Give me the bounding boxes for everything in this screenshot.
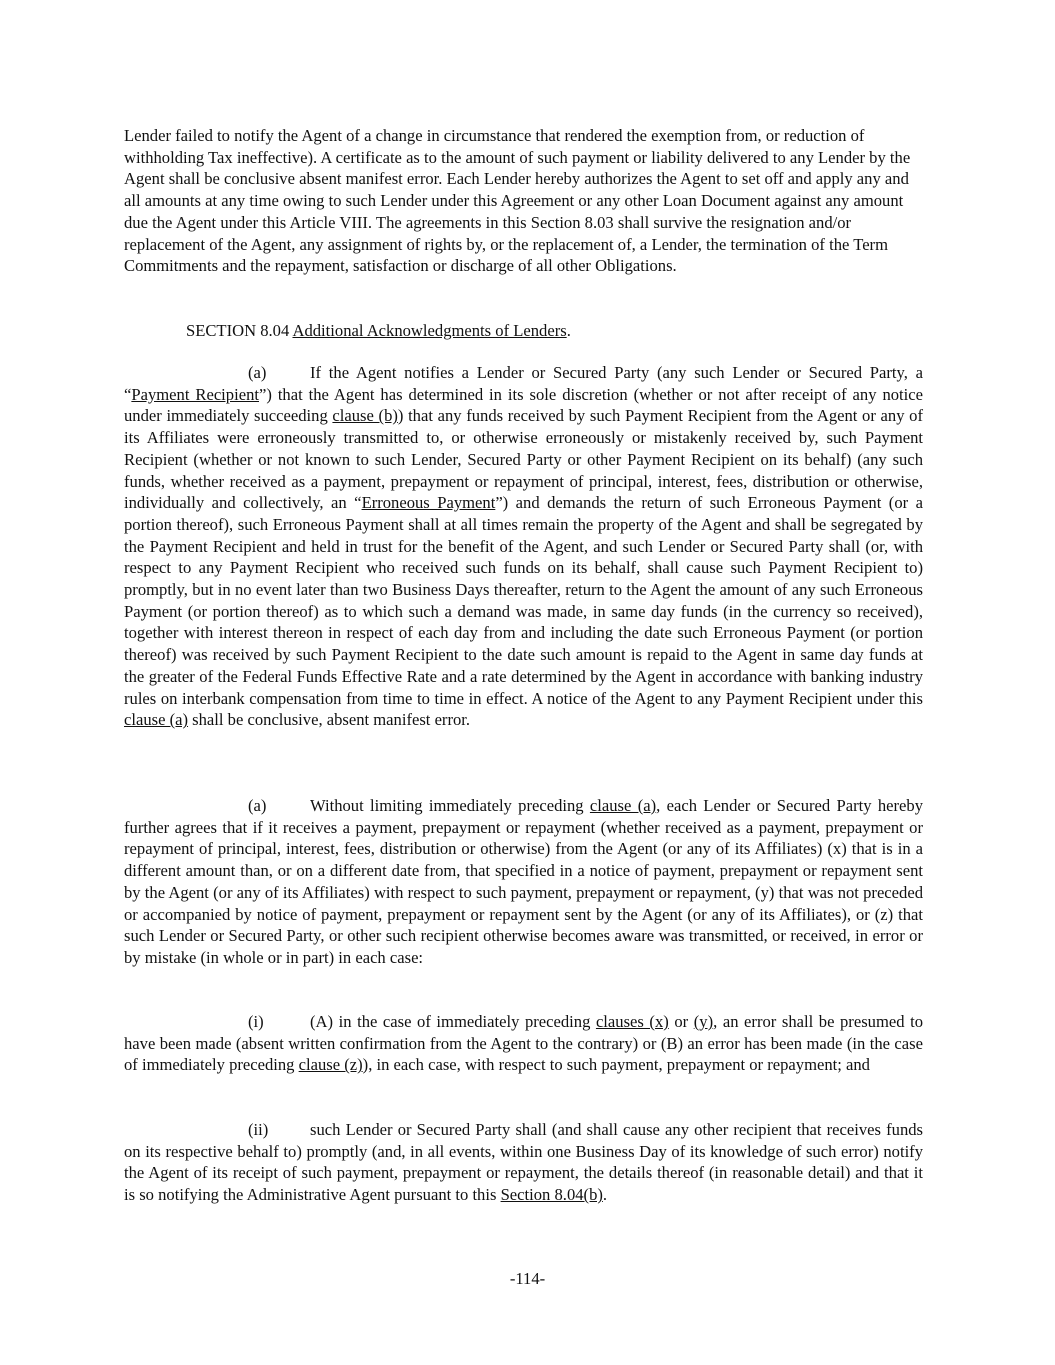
intro-paragraph-text: Lender failed to notify the Agent of a change in circumstance that rendered the exemption from, or reduction of withholding Tax ineffective). A certificate as to the amount of such payment or liability delivered to any Lender by the Agent shall be conclusive absent manifest error. Each Lender hereby authorizes the Agent to set off and apply any and all amounts at any time owing to such Lender under this Agreement or any other Loan Document against any amount due the Agent under this Article VIII. The agreements in this Section 8.03 shall survive the resignation and/or replacement of the Agent, any assignment of rights by, or the replacement of, a Lender, the termination of the Term Commitments and the repayment, satisfaction or discharge of all other Obligations. [124,126,911,276]
paragraph-a-without-limiting: (a) Without limiting immediately preceding clause (a), each Lender or Secured Party hereby further agrees that if it receives a payment, prepayment or repayment (whether received as a payment, prepayment or repayment of principal, interest, fees, distribution or otherwise) from the Agent (or any of its Affiliates) (x) that is in a different amount than, or on a different date from, that specified in a notice of payment, prepayment or repayment sent by the Agent (or any of its Affiliates) with respect to such payment, prepayment or repayment, (y) that was not preceded or accompanied by notice of payment, prepayment or repayment sent by the Agent (or any of its Affiliates), or (z) that such Lender or Secured Party, or other such recipient otherwise becomes aware was transmitted, or received, in error or by mistake (in whole or in part) in each case: [124,796,924,967]
defined-term-payment-recipient: Payment Recipient [131,384,259,404]
section-title: Additional Acknowledgments of Lenders [292,321,567,340]
section-number: SECTION 8.04 [186,321,290,340]
defined-term-erroneous-payment: Erroneous Payment [361,493,496,513]
clause-label: (i) [248,1012,264,1031]
section-title-period: . [566,321,571,340]
clause-label: (a) [248,796,267,815]
cross-reference-section-8-04-b: Section 8.04(b) [500,1185,603,1205]
cross-reference-clause-a: clause (a) [589,796,657,815]
paragraph-i: (i) (A) in the case of immediately preceding clauses (x) or (y), an error shall be presumed to have been made (absent written confirmation from the Agent to the contrary) or (B) an error has been made (in the case of immediately preceding clause (z)), in each case, with respect to such payment, prepayment or repayment; and [124,1012,923,1075]
paragraph-a-erroneous-payment: (a) If the Agent notifies a Lender or Secured Party (any such Lender or Secured Party, a “Payment Recipient”) that the Agent has determined in its sole discretion (whether or not after receipt of any notice under immediately succeeding clause (b)) that any funds received by such Payment Recipient from the Agent or any of its Affiliates were erroneously transmitted to, or otherwise erroneously or mistakenly received by, such Payment Recipient (whether or not known to such Lender, Secured Party or other Payment Recipient on its behalf) (any such funds, whether received as a payment, prepayment or repayment of principal, interest, fees, distribution or otherwise, individually and collectively, an “Erroneous Payment”) and demands the return of such Erroneous Payment (or a portion thereof), such Erroneous Payment shall at all times remain the property of the Agent and shall be segregated by the Payment Recipient and held in trust for the benefit of the Agent, and such Lender or Secured Party shall (or, with respect to any Payment Recipient who received such funds on its behalf, shall cause such Payment Recipient to) promptly, but in no event later than two Business Days thereafter, return to the Agent the amount of any such Erroneous Payment (or portion thereof) as to which such a demand was made, in same day funds (in the currency so received), together with interest thereon in respect of each day from and including the date such Erroneous Payment (or portion thereof) was received by such Payment Recipient to the date such amount is repaid to the Agent in same day funds at the greater of the Federal Funds Effective Rate and a rate determined by the Agent in accordance with banking industry rules on interbank compensation from time to time in effect. A notice of the Agent to any Payment Recipient under this clause (a) shall be conclusive, absent manifest error. [124,363,923,730]
intro-paragraph [124,125,923,277]
clause-label: (a) [248,363,267,382]
clause-label: (ii) [248,1120,269,1139]
paragraph-ii: (ii) such Lender or Secured Party shall (and shall cause any other recipient that receives funds on its respective behalf to) promptly (and, in all events, within one Business Day of its knowledge of such error) notify the Agent of its receipt of such payment, prepayment or repayment, the details thereof (in reasonable detail) and that it is so notifying the Administrative Agent pursuant to this Section 8.04(b). [124,1120,923,1205]
cross-reference-clause-b: clause (b) [332,406,398,426]
cross-reference-y: (y) [693,1012,714,1031]
section-heading [124,320,923,342]
page-number: -114- [509,1269,546,1288]
cross-reference-clause-a: clause (a) [124,710,189,730]
cross-reference-clauses-x: clauses (x) [595,1012,669,1031]
cross-reference-clause-z: clause (z) [298,1055,363,1075]
